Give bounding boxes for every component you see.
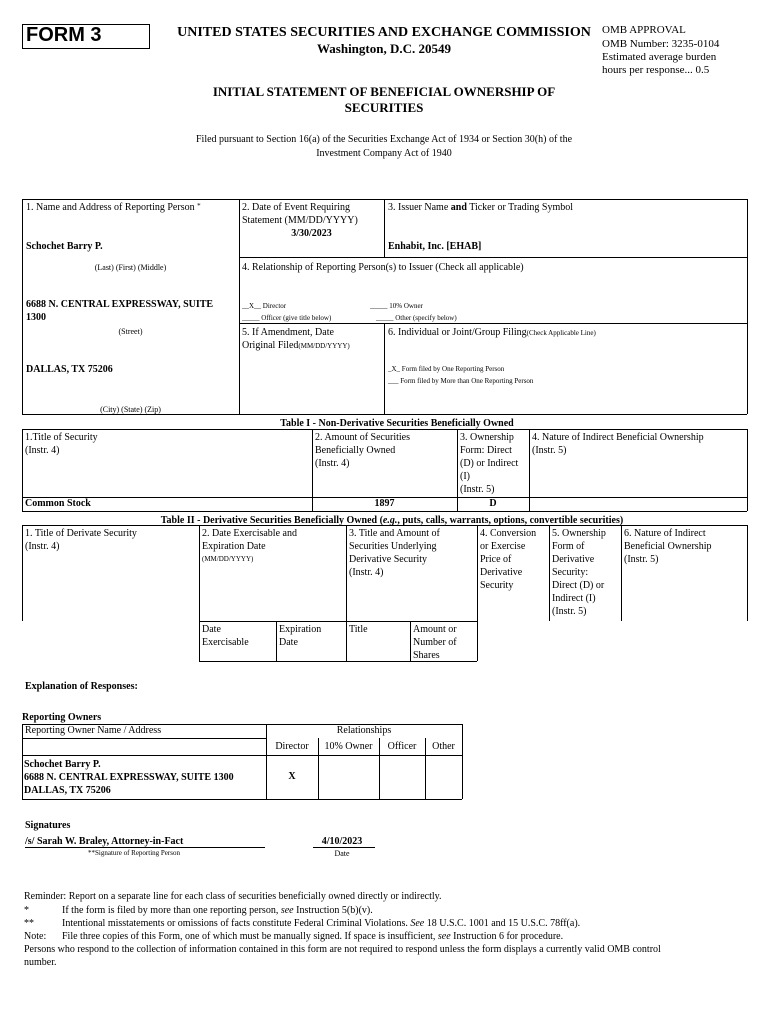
page-title-line2: SECURITIES — [344, 100, 424, 115]
omb-burden-1: Estimated average burden — [602, 51, 717, 63]
amount-owned: 1897 — [374, 498, 395, 509]
city-state-zip: DALLAS, TX 75206 — [26, 364, 113, 375]
director-check: __X__ Director — [242, 302, 287, 310]
table1-col3-header: 3. Ownership Form: Direct (D) or Indirect (I) (Instr. 5) — [460, 432, 519, 495]
filed-pursuant-line1: Filed pursuant to Section 16(a) of the Securities Exchange Act of 1934 or Section 30(h) of the — [195, 134, 573, 145]
table2-col4-header: 4. Conversion or Exercise Price of Derivative Security — [480, 528, 537, 591]
table2-col1-header: 1. Title of Derivate Security (Instr. 4) — [25, 528, 137, 552]
signature-value: /s/ Sarah W. Braley, Attorney-in-Fact — [25, 836, 184, 847]
box5-label-line1: 5. If Amendment, Date — [242, 327, 334, 338]
table2-col6-header: 6. Nature of Indirect Beneficial Ownership (Instr. 5) — [624, 528, 712, 565]
table2-col3-header: 3. Title and Amount of Securities Underlying Derivative Security (Instr. 4) — [349, 528, 440, 578]
signature-line — [25, 847, 265, 848]
table1-col4-header: 4. Nature of Indirect Beneficial Ownership (Instr. 5) — [532, 432, 704, 456]
agency-line1: UNITED STATES SECURITIES AND EXCHANGE COMMISSION — [177, 25, 591, 40]
officer-header: Officer — [387, 741, 417, 752]
signature-caption: **Signature of Reporting Person — [88, 849, 180, 857]
agency-line2: Washington, D.C. 20549 — [317, 41, 451, 56]
box5-label-line2: Original Filed(MM/DD/YYYY) — [242, 340, 350, 351]
footnote-double-star-mark: ** — [24, 918, 34, 929]
relationships-header: Relationships — [336, 725, 392, 736]
signatures-heading: Signatures — [25, 820, 71, 831]
subheader-date-exercisable: Date Exercisable — [202, 624, 249, 648]
ownership-form: D — [489, 498, 497, 509]
box4-label: 4. Relationship of Reporting Person(s) to Issuer (Check all applicable) — [242, 262, 524, 273]
persons-respond-line2: number. — [24, 957, 57, 968]
owner-name-header: Reporting Owner Name / Address — [25, 725, 162, 736]
table1-col1-header: 1.Title of Security (Instr. 4) — [25, 432, 98, 456]
omb-burden-2: hours per response... 0.5 — [602, 64, 710, 76]
table2-col5-header: 5. Ownership Form of Derivative Security: Direct (D) or Indirect (I) (Instr. 5) — [552, 528, 606, 617]
footnote-star-text: If the form is filed by more than one reporting person, see Instruction 5(b)(v). — [62, 905, 373, 916]
owner-name-address: Schochet Barry P. 6688 N. CENTRAL EXPRESSWAY, SUITE 1300 DALLAS, TX 75206 — [24, 759, 234, 796]
ten-percent-owner-header: 10% Owner — [324, 741, 373, 752]
subheader-amount-shares: Amount or Number of Shares — [413, 624, 457, 661]
date-line — [313, 847, 375, 848]
subheader-title: Title — [349, 624, 368, 635]
box3-label: 3. Issuer Name and Ticker or Trading Symbol — [388, 202, 574, 213]
event-date: 3/30/2023 — [291, 228, 332, 239]
box2-label-line2: Statement (MM/DD/YYYY) — [242, 215, 358, 226]
street-caption: (Street) — [118, 327, 143, 336]
table1-title: Table I - Non-Derivative Securities Beneficially Owned — [280, 418, 514, 429]
table2-title: Table II - Derivative Securities Beneficially Owned (e.g., puts, calls, warrants, options, convertible securities) — [160, 515, 624, 526]
note-text: File three copies of this Form, one of which must be manually signed. If space is insufficient, see Instruction 6 for procedure. — [62, 931, 564, 942]
persons-respond-line1: Persons who respond to the collection of information contained in this form are not required to respond unless the form displays a currently valid OMB control — [24, 944, 661, 955]
one-reporting-person-option: _X_ Form filed by One Reporting Person — [388, 365, 505, 373]
footnote-star-mark: * — [24, 905, 29, 916]
name-caption: (Last) (First) (Middle) — [94, 263, 167, 272]
director-header: Director — [275, 741, 309, 752]
box2-label-line1: 2. Date of Event Requiring — [242, 202, 351, 213]
signature-date: 4/10/2023 — [321, 836, 363, 847]
security-title: Common Stock — [25, 498, 91, 509]
officer-check: _____ Officer (give title below) — [242, 314, 332, 322]
table2-col2-header: 2. Date Exercisable and Expiration Date (MM/DD/YYYY) — [202, 528, 297, 563]
page-title-line1: INITIAL STATEMENT OF BENEFICIAL OWNERSHIP OF — [212, 84, 556, 99]
other-header: Other — [432, 741, 455, 752]
explanation-heading: Explanation of Responses: — [25, 681, 138, 692]
subheader-expiration-date: Expiration Date — [279, 624, 322, 648]
street-line2: 1300 — [26, 312, 46, 323]
multiple-reporting-persons-option: ___ Form filed by More than One Reporting Person — [388, 377, 534, 385]
omb-number: OMB Number: 3235-0104 — [602, 38, 720, 50]
city-caption: (City) (State) (Zip) — [100, 405, 161, 414]
reporting-owners-heading: Reporting Owners — [22, 712, 102, 723]
ten-percent-owner-check: _____ 10% Owner — [370, 302, 423, 310]
issuer-name-ticker: Enhabit, Inc. [EHAB] — [388, 241, 482, 252]
form-label: FORM 3 — [26, 24, 102, 46]
box1-label: 1. Name and Address of Reporting Person * — [26, 202, 201, 213]
date-caption: Date — [334, 849, 350, 858]
reporting-person-name: Schochet Barry P. — [26, 241, 103, 252]
box6-label: 6. Individual or Joint/Group Filing(Check Applicable Line) — [388, 327, 596, 338]
footnote-double-star-text: Intentional misstatements or omissions of facts constitute Federal Criminal Violations. See 18 U.S.C. 1001 and 15 U.S.C. 78ff(a). — [62, 918, 581, 929]
director-mark: X — [288, 771, 296, 782]
table1-col2-header: 2. Amount of Securities Beneficially Owned (Instr. 4) — [315, 432, 410, 469]
street-line1: 6688 N. CENTRAL EXPRESSWAY, SUITE — [26, 299, 214, 310]
reminder-text: Reminder: Report on a separate line for each class of securities beneficially owned directly or indirectly. — [24, 891, 442, 902]
asterisk-mark: * — [197, 202, 201, 210]
filed-pursuant-line2: Investment Company Act of 1940 — [316, 148, 452, 159]
other-check: _____ Other (specify below) — [376, 314, 457, 322]
note-mark: Note: — [24, 931, 47, 942]
omb-approval: OMB APPROVAL — [602, 24, 686, 36]
